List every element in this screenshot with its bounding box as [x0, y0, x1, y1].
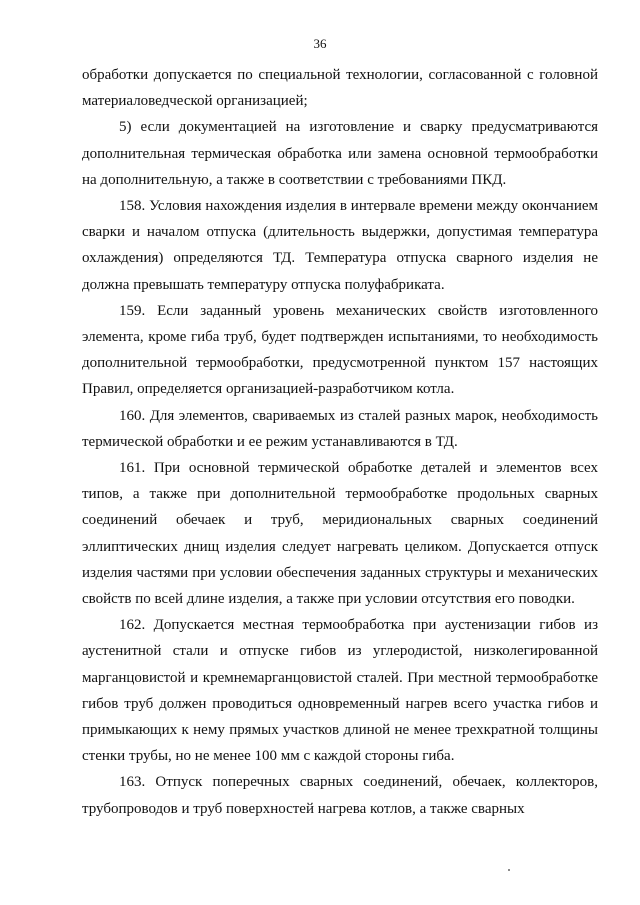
paragraph-163: 163. Отпуск поперечных сварных соединений, обечаек, коллекторов, трубопроводов и труб поверхностей нагрева котлов, а также сварных: [82, 774, 598, 817]
paragraph-158: 158. Условия нахождения изделия в интервале времени между окончанием сварки и началом отпуска (длительность выдержки, допустимая температура охлаждения) определяются ТД. Температура отпуска сварного изделия не должна превышать температуру отпуска полуфабриката.: [82, 198, 598, 293]
page-number: 36: [313, 36, 327, 51]
paragraph-item-5: 5) если документацией на изготовление и сварку предусматриваются дополнительная термическая обработка или замена основной термообработки на дополнительную, а также в соответствии с требованиями ПКД.: [82, 119, 598, 188]
paragraph-continuation: обработки допускается по специальной технологии, согласованной с головной материаловедческой организацией;: [82, 67, 598, 110]
scan-speck: [508, 869, 510, 871]
paragraph-162: 162. Допускается местная термообработка при аустенизации гибов из аустенитной стали и отпуске гибов из углеродистой, низколегированной марганцовистой и кремнемарганцовистой сталей. При местной термообработке гибов труб должен проводиться одновременный нагрев всего участка гибов и примыкающих к нему прямых участков длиной не менее трехкратной толщины стенки трубы, но не менее 100 мм с каждой стороны гиба.: [82, 617, 598, 765]
paragraph-161: 161. При основной термической обработке деталей и элементов всех типов, а также при дополнительной термообработке продольных сварных соединений обечаек и труб, меридиональных сварных соединений эллиптических днищ изделия следует нагревать целиком. Допускается отпуск изделия частями при условии обеспечения заданных структуры и механических свойств по всей длине изделия, а также при условии отсутствия его поводки.: [82, 460, 598, 608]
paragraph-159: 159. Если заданный уровень механических свойств изготовленного элемента, кроме гиба труб, будет подтвержден испытаниями, то необходимость дополнительной термообработки, предусмотренной пунктом 157 настоящих Правил, определяется организацией-разработчиком котла.: [82, 302, 598, 398]
document-body: [82, 62, 598, 822]
paragraph-160: 160. Для элементов, свариваемых из сталей разных марок, необходимость термической обработки и ее режим устанавливаются в ТД.: [82, 407, 598, 450]
